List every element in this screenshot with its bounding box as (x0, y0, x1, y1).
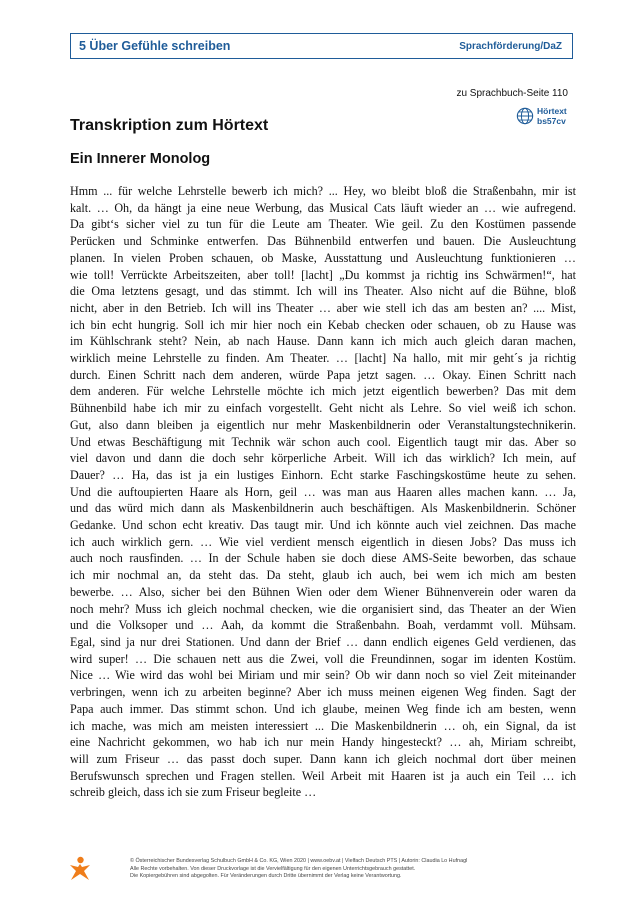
text-line: ich bin echt hungrig. Soll ich mir hier noch ein Kebab checken oder schauen, ob zu Hause was (70, 317, 576, 332)
text-line: Egal, sind ja nur drei Stationen. Und dann der Brief … dann endlich eigenes Geld verdienen, das (70, 634, 576, 649)
text-line: Gut, also dann bleiben ja eigentlich nur mehr Maskenbildnerin oder Veranstaltungstechnikerin. (70, 417, 576, 432)
text-line: Nice … Wie wird das wohl bei Miriam und mir sein? Ob wir dann noch so viel Zeit miteinander (70, 668, 576, 683)
text-line: eine Nachricht gekommen, wo hab ich nur mein Handy hingesteckt? … ah, Miriam schreibt, (70, 735, 576, 750)
text-line: Da gibt‘s sicher viel zu tun für die Leute am Theater. Wie geil. Zu den Kostümen passende (70, 217, 576, 232)
monologue-text (70, 183, 576, 801)
text-line: wirklich meine Lehrstelle zu finden. Am Theater. … [lacht] Na hallo, mit mir geht´s ja richtig (70, 351, 576, 366)
text-line: Und die auftoupierten Haare als Horn, geil … was man aus Haaren alles machen kann. … Ja, (70, 484, 576, 499)
text-line: Bühnenbild habe ich mir zu einfach vorgestellt. Geht nicht als Lehre. So viel weiß ich schon. (70, 401, 576, 416)
text-line: wie toll! Verrückte Arbeitszeiten, aber toll! [lacht] „Du kommst ja richtig ins Schwärmen!“, hat (70, 267, 576, 282)
text-line: kalt. … Oh, da hängt ja eine neue Werbung, das Musical Cats läuft wieder an … wie aufregend. (70, 200, 576, 215)
footer-line-2: Alle Rechte vorbehalten. Von dieser Druckvorlage ist die Vervielfältigung für den eigenen Unterrichtsgebrauch gestattet. (130, 865, 416, 872)
text-line: und die Volksoper und … Aah, da kommt die Straßenbahn. Boah, verdammt voll. Mühsam. (70, 618, 576, 633)
text-line: durch. Einen Schritt nach dem anderen, würde Papa jetzt sagen. … Okay. Einen Schritt nach (70, 367, 576, 382)
text-line: wird super! … Die schauen nett aus die Zwei, voll die Freundinnen, sogar im identen Kostüm. (70, 651, 576, 666)
book-reference: zu Sprachbuch-Seite 110 (456, 88, 568, 99)
text-line: will zum Friseur … das passt doch super. Dann kann ich gleich nochmal dort über meinen (70, 751, 576, 766)
text-line: und das würd mich dann als Maskenbildnerin auch beschäftigen. Als Maskenbildnerin. Schöner (70, 501, 576, 516)
text-line: Papa auch immer. Das stimmt schon. Und ich glaube, meinen Weg finde ich am besten, wenn (70, 701, 576, 716)
text-line: bewerbe. … Also, sicher bei den Bühnen Wien oder dem Wiener Bühnenverein oder waren da (70, 584, 576, 599)
text-line: Hmm ... für welche Lehrstelle bewerb ich mich? ... Hey, wo bleibt bloß die Straßenbahn, mir ist (70, 184, 576, 198)
text-line: dem anderen. Für welche Lehrstelle möchte ich mich jetzt eigentlich bewerben? Das mit dem (70, 384, 576, 399)
text-line: planen. In vielen Proben schauen, ob Maske, Ausstattung und Ausleuchtung funktionieren … (70, 250, 576, 265)
text-line: nicht, aber in den Betrieb. Ich will ins Theater … aber wie stell ich das am besten an? .... Mist, (70, 300, 576, 315)
subject-label: Sprachförderung/DaZ (459, 40, 562, 52)
hoertext-code: bs57cv (537, 116, 566, 126)
section-title: Ein Innerer Monolog (70, 151, 211, 167)
text-line: Dauer? … Ha, das ist ja ein lustiges Einhorn. Echt starke Faschingskostüme heute zu sehen. (70, 467, 576, 482)
publisher-logo (68, 856, 92, 882)
text-line: Berufswunsch sprechen und Fragen stellen. Weil Arbeit mit Haaren ist ja auch ein Teil … ich (70, 768, 576, 783)
text-line: schreib gleich, dass ich sie zum Friseur begleite … (70, 785, 317, 800)
text-line: ich mache, was mich am meisten interessiert ... Die Maskenbildnerin … oh, ein Signal, da ist (70, 718, 576, 733)
text-line: ich mir nochmal an, da steht das. Da steht, glaub ich auch, bei wem ich mich am besten (70, 568, 576, 583)
text-line: im Kühlschrank steht? Nein, ab nach Hause. Dann kann ich mich auch gleich daran machen, (70, 334, 576, 349)
hoertext-label: Hörtext (537, 106, 567, 116)
footer-line-1: © Österreichischer Bundesverlag Schulbuch GmbH & Co. KG, Wien 2020 | www.oebv.at | Vielfach Deutsch PTS | Autorin: Claudia Lo Hufnagl (130, 858, 468, 864)
copyright-footer (130, 858, 570, 881)
header-bar (70, 33, 573, 59)
text-line: noch mehr? Muss ich gleich nochmal checken, wie die organisiert sind, das Theater an der Wien (70, 601, 576, 616)
text-line: auch noch rausfinden. … In der Schule haben sie doch diese AMS-Seite beworben, das schaue (70, 551, 576, 566)
text-line: Und etwas Beschäftigung mit Technik wär schon auch cool. Eigentlich taugt mir das. Aber so (70, 434, 576, 449)
text-line: Perücken und Schminke entwerfen. Das Bühnenbild entwerfen und bauen. Die Ausleuchtung (70, 234, 576, 249)
text-line: verbringen, wenn ich zu arbeiten beginne? Aber ich muss meinen eigenen Weg finden. Sagt der (70, 685, 576, 700)
text-line: ich auch wirklich gern. … Wie viel verdient mensch eigentlich in diesen Jobs? Das muss ich (70, 534, 576, 549)
hoertext-link[interactable] (516, 106, 567, 126)
text-line: Gedanke. Und schon echt kreativ. Das taugt mir. Und ich könnte auch viel zeichnen. Das mache (70, 518, 576, 533)
globe-icon (516, 107, 534, 125)
page-title: Transkription zum Hörtext (70, 117, 269, 134)
footer-line-3: Die Kopiergebühren sind abgegolten. Für Veränderungen durch Dritte übernimmt der Verlag keine Verantwortung. (130, 873, 402, 880)
text-line: viel davon und dann die doch sehr körperliche Arbeit. Will ich das wirklich? Ich mein, auf (70, 451, 576, 466)
chapter-title: 5 Über Gefühle schreiben (79, 39, 231, 53)
text-line: die Oma letztens gesagt, und das stimmt. Ich will ins Theater. Also nicht auf die Bühne, bloß (70, 284, 576, 299)
